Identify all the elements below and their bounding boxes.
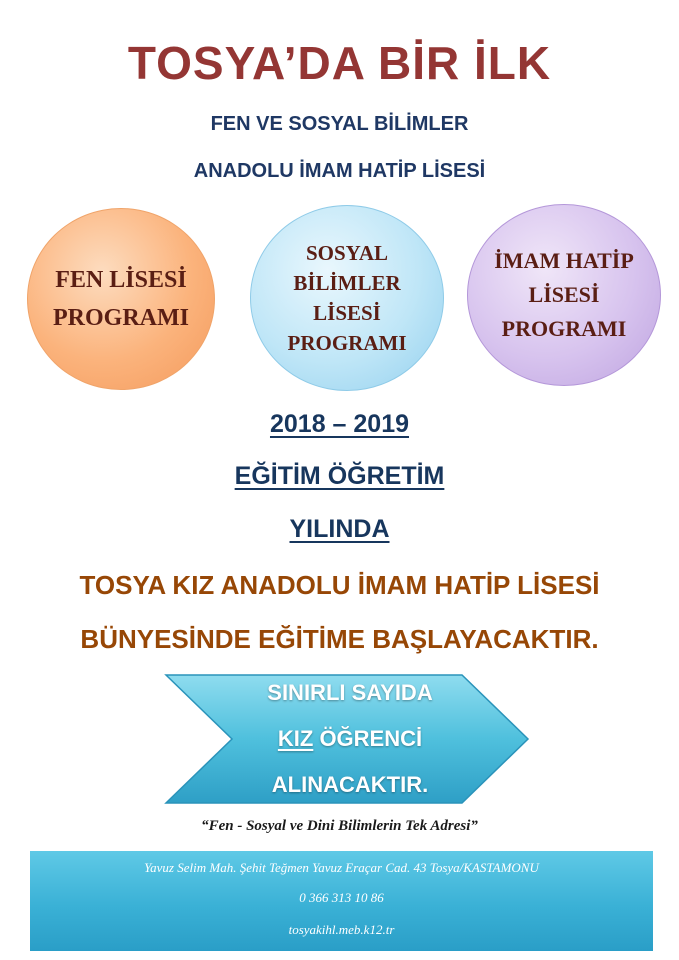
arrow-kiz-word: KIZ bbox=[277, 726, 314, 751]
imam-program-line3: PROGRAMI bbox=[501, 316, 627, 341]
sosyal-program-circle bbox=[250, 205, 444, 391]
sosyal-program-line2: BİLİMLER bbox=[293, 271, 401, 295]
sosyal-program-line3: LİSESİ bbox=[313, 301, 381, 325]
arrow-line-2-rest: ÖĞRENCİ bbox=[313, 726, 423, 751]
footer-phone: 0 366 313 10 86 bbox=[299, 890, 384, 905]
footer-address: Yavuz Selim Mah. Şehit Teğmen Yavuz Eraçar Cad. 43 Tosya/KASTAMONU bbox=[144, 860, 539, 875]
arrow-line-3: ALINACAKTIR. bbox=[271, 772, 429, 797]
poster-title: TOSYA’DA BİR İLK bbox=[127, 37, 552, 89]
subtitle-line-2: ANADOLU İMAM HATİP LİSESİ bbox=[193, 160, 486, 182]
in-year-text: YILINDA bbox=[289, 515, 390, 543]
imam-program-line2: LİSESİ bbox=[528, 282, 600, 307]
arrow-line-1: SINIRLI SAYIDA bbox=[267, 680, 433, 705]
fen-program-circle bbox=[27, 208, 215, 390]
arrow-line-2 bbox=[180, 726, 520, 752]
start-statement: BÜNYESİNDE EĞİTİME BAŞLAYACAKTIR. bbox=[80, 624, 599, 654]
academic-year: 2018 – 2019 bbox=[269, 410, 410, 438]
school-name: TOSYA KIZ ANADOLU İMAM HATİP LİSESİ bbox=[79, 570, 600, 600]
subtitle-line-1: FEN VE SOSYAL BİLİMLER bbox=[210, 113, 469, 135]
fen-program-line2: PROGRAMI bbox=[53, 305, 189, 331]
footer-website: tosyakihl.meb.k12.tr bbox=[288, 922, 395, 937]
fen-program-line1: FEN LİSESİ bbox=[55, 267, 187, 293]
imam-hatip-program-circle bbox=[467, 204, 661, 386]
sosyal-program-line1: SOSYAL bbox=[305, 241, 389, 265]
sosyal-program-line4: PROGRAMI bbox=[287, 331, 407, 355]
motto: “Fen - Sosyal ve Dini Bilimlerin Tek Adresi” bbox=[201, 818, 478, 834]
education-term: EĞİTİM ÖĞRETİM bbox=[234, 462, 445, 490]
imam-program-line1: İMAM HATİP bbox=[494, 248, 634, 273]
